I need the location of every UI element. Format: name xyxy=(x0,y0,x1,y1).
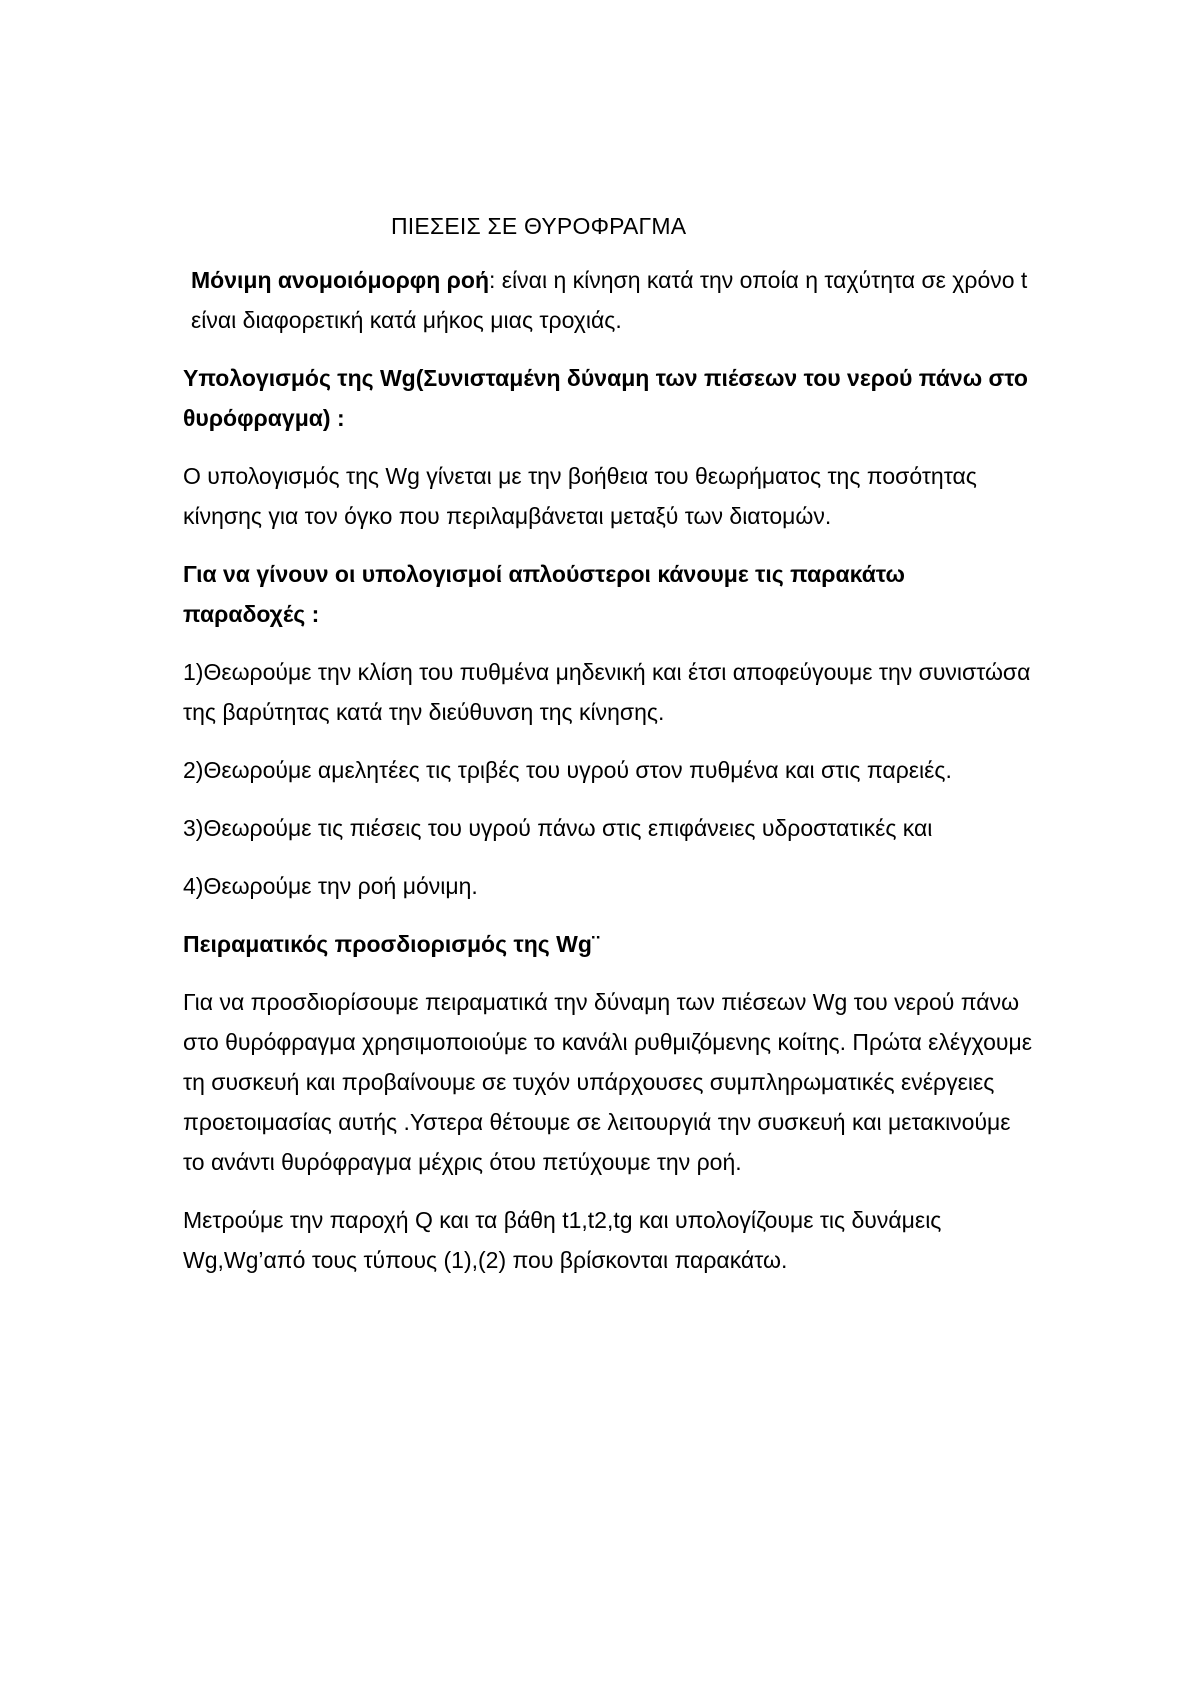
paragraph-measurement: Μετρούμε την παροχή Q και τα βάθη t1,t2,tg και υπολογίζουμε τις δυνάμεις Wg,Wg’από τους τύπους (1),(2) που βρίσκονται παρακάτω. xyxy=(183,1207,942,1273)
assumption-2: 2)Θεωρούμε αμελητέες τις τριβές του υγρού στον πυθμένα και στις παρειές. xyxy=(183,757,952,783)
paragraph-calculation: Ο υπολογισμός της Wg γίνεται με την βοήθεια του θεωρήματος της ποσότητας κίνησης για τον όγκο που περιλαμβάνεται μεταξύ των διατομών. xyxy=(183,463,977,529)
heading-experiment: Πειραματικός προσδιορισμός της Wg¨ xyxy=(183,931,600,957)
definition-text: : είναι η κίνηση κατά την οποία η ταχύτητα σε χρόνο t είναι διαφορετική κατά μήκος μιας τροχιάς. xyxy=(191,267,1028,333)
assumption-3: 3)Θεωρούμε τις πιέσεις του υγρού πάνω στις επιφάνειες υδροστατικές και xyxy=(183,815,933,841)
assumption-1: 1)Θεωρούμε την κλίση του πυθμένα μηδενική και έτσι αποφεύγουμε την συνιστώσα της βαρύτητας κατά την διεύθυνση της κίνησης. xyxy=(183,659,1031,725)
heading-assumptions: Για να γίνουν οι υπολογισμοί απλούστεροι κάνουμε τις παρακάτω παραδοχές : xyxy=(183,561,905,627)
definition-term: Μόνιμη ανομοιόμορφη ροή xyxy=(191,267,490,293)
paragraph-experiment: Για να προσδιορίσουμε πειραματικά την δύναμη των πιέσεων Wg του νερού πάνω στο θυρόφραγμα χρησιμοποιούμε το κανάλι ρυθμιζόμενης κοίτης. Πρώτα ελέγχουμε τη συσκευή και προβαίνουμε σε τυχόν υπάρχουσες συμπληρωματικές ενέργειες προετοιμασίας αυτής .Υστερα θέτουμε σε λειτουργιά την συσκευή και μετακινούμε το ανάντι θυρόφραγμα μέχρις ότου πετύχουμε την ροή. xyxy=(183,989,1033,1175)
heading-calculation: Υπολογισμός της Wg(Συνισταμένη δύναμη των πιέσεων του νερού πάνω στο θυρόφραγμα) : xyxy=(183,365,1028,431)
document-title: ΠΙΕΣΕΙΣ ΣΕ ΘΥΡΟΦΡΑΓΜΑ xyxy=(391,213,687,239)
document-body xyxy=(183,206,1033,1298)
assumption-4: 4)Θεωρούμε την ροή μόνιμη. xyxy=(183,873,478,899)
definition-paragraph xyxy=(183,260,1033,340)
